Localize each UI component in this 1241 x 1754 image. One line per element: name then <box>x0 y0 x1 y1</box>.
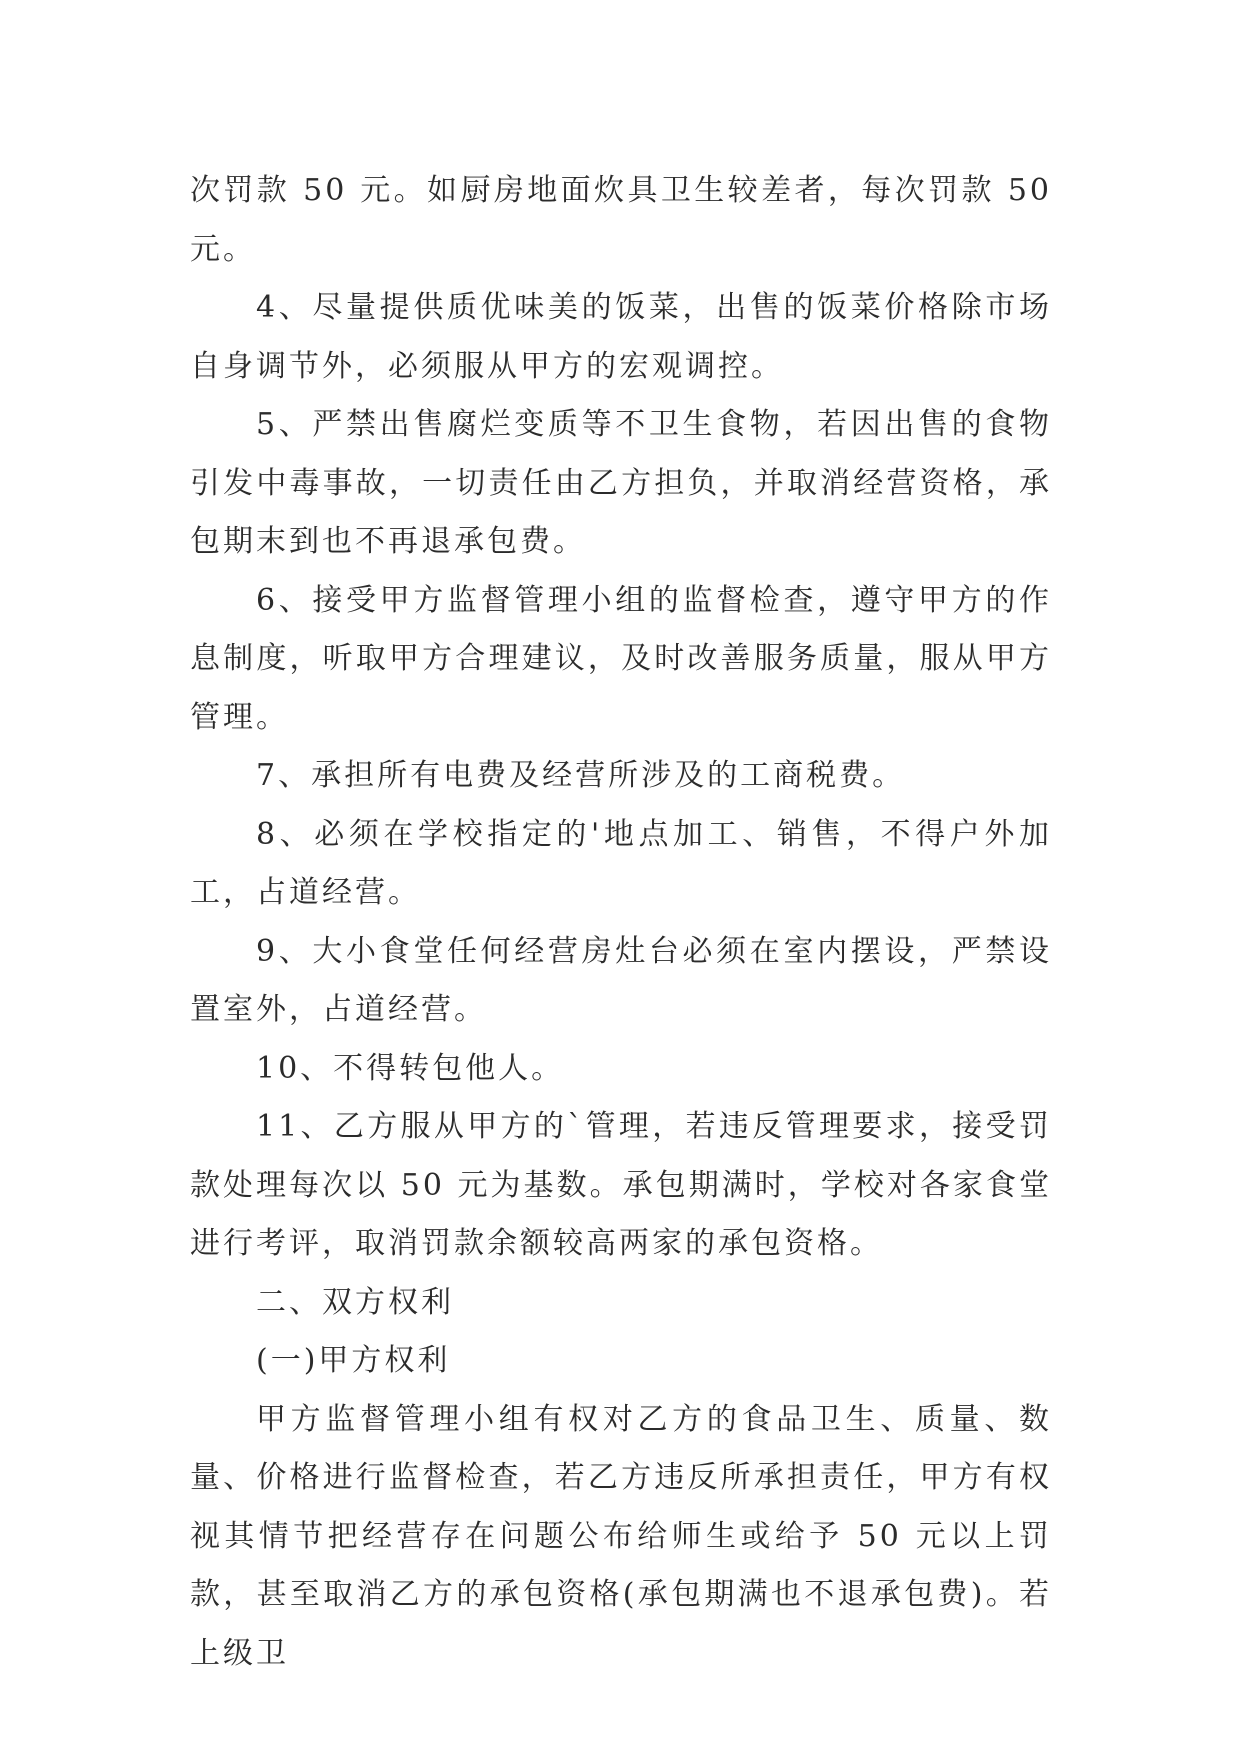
paragraph-1: 次罚款 50 元。如厨房地面炊具卫生较差者，每次罚款 50 元。 <box>190 173 1052 267</box>
paragraph-7: 9、大小食堂任何经营房灶台必须在室内摆设，严禁设置室外，占道经营。 <box>190 933 1052 1027</box>
paragraph-5: 7、承担所有电费及经营所涉及的工商税费。 <box>256 758 906 793</box>
paragraph-6: 8、必须在学校指定的'地点加工、销售，不得户外加工，占道经营。 <box>190 816 1052 910</box>
paragraph-4: 6、接受甲方监督管理小组的监督检查，遵守甲方的作息制度，听取甲方合理建议，及时改善服务质量，服从甲方管理。 <box>190 582 1052 735</box>
section-heading: 二、双方权利 <box>256 1284 454 1320</box>
paragraph-3: 5、严禁出售腐烂变质等不卫生食物，若因出售的食物引发中毒事故，一切责任由乙方担负，并取消经营资格，承包期末到也不再退承包费。 <box>190 407 1052 559</box>
document-body <box>190 162 1052 1683</box>
subsection-heading: (一)甲方权利 <box>256 1343 451 1378</box>
paragraph-8: 10、不得转包他人。 <box>256 1050 565 1086</box>
paragraph-2: 4、尽量提供质优味美的饭菜，出售的饭菜价格除市场自身调节外，必须服从甲方的宏观调控。 <box>190 290 1052 384</box>
paragraph-12: 甲方监督管理小组有权对乙方的食品卫生、质量、数量、价格进行监督检查，若乙方违反所承担责任，甲方有权视其情节把经营存在问题公布给师生或给予 50 元以上罚款，甚至取消乙方的承包资格(承包期满也不退承包费)。若上级卫 <box>190 1401 1052 1671</box>
paragraph-9: 11、乙方服从甲方的`管理，若违反管理要求，接受罚款处理每次以 50 元为基数。承包期满时，学校对各家食堂进行考评，取消罚款余额较高两家的承包资格。 <box>190 1109 1052 1261</box>
